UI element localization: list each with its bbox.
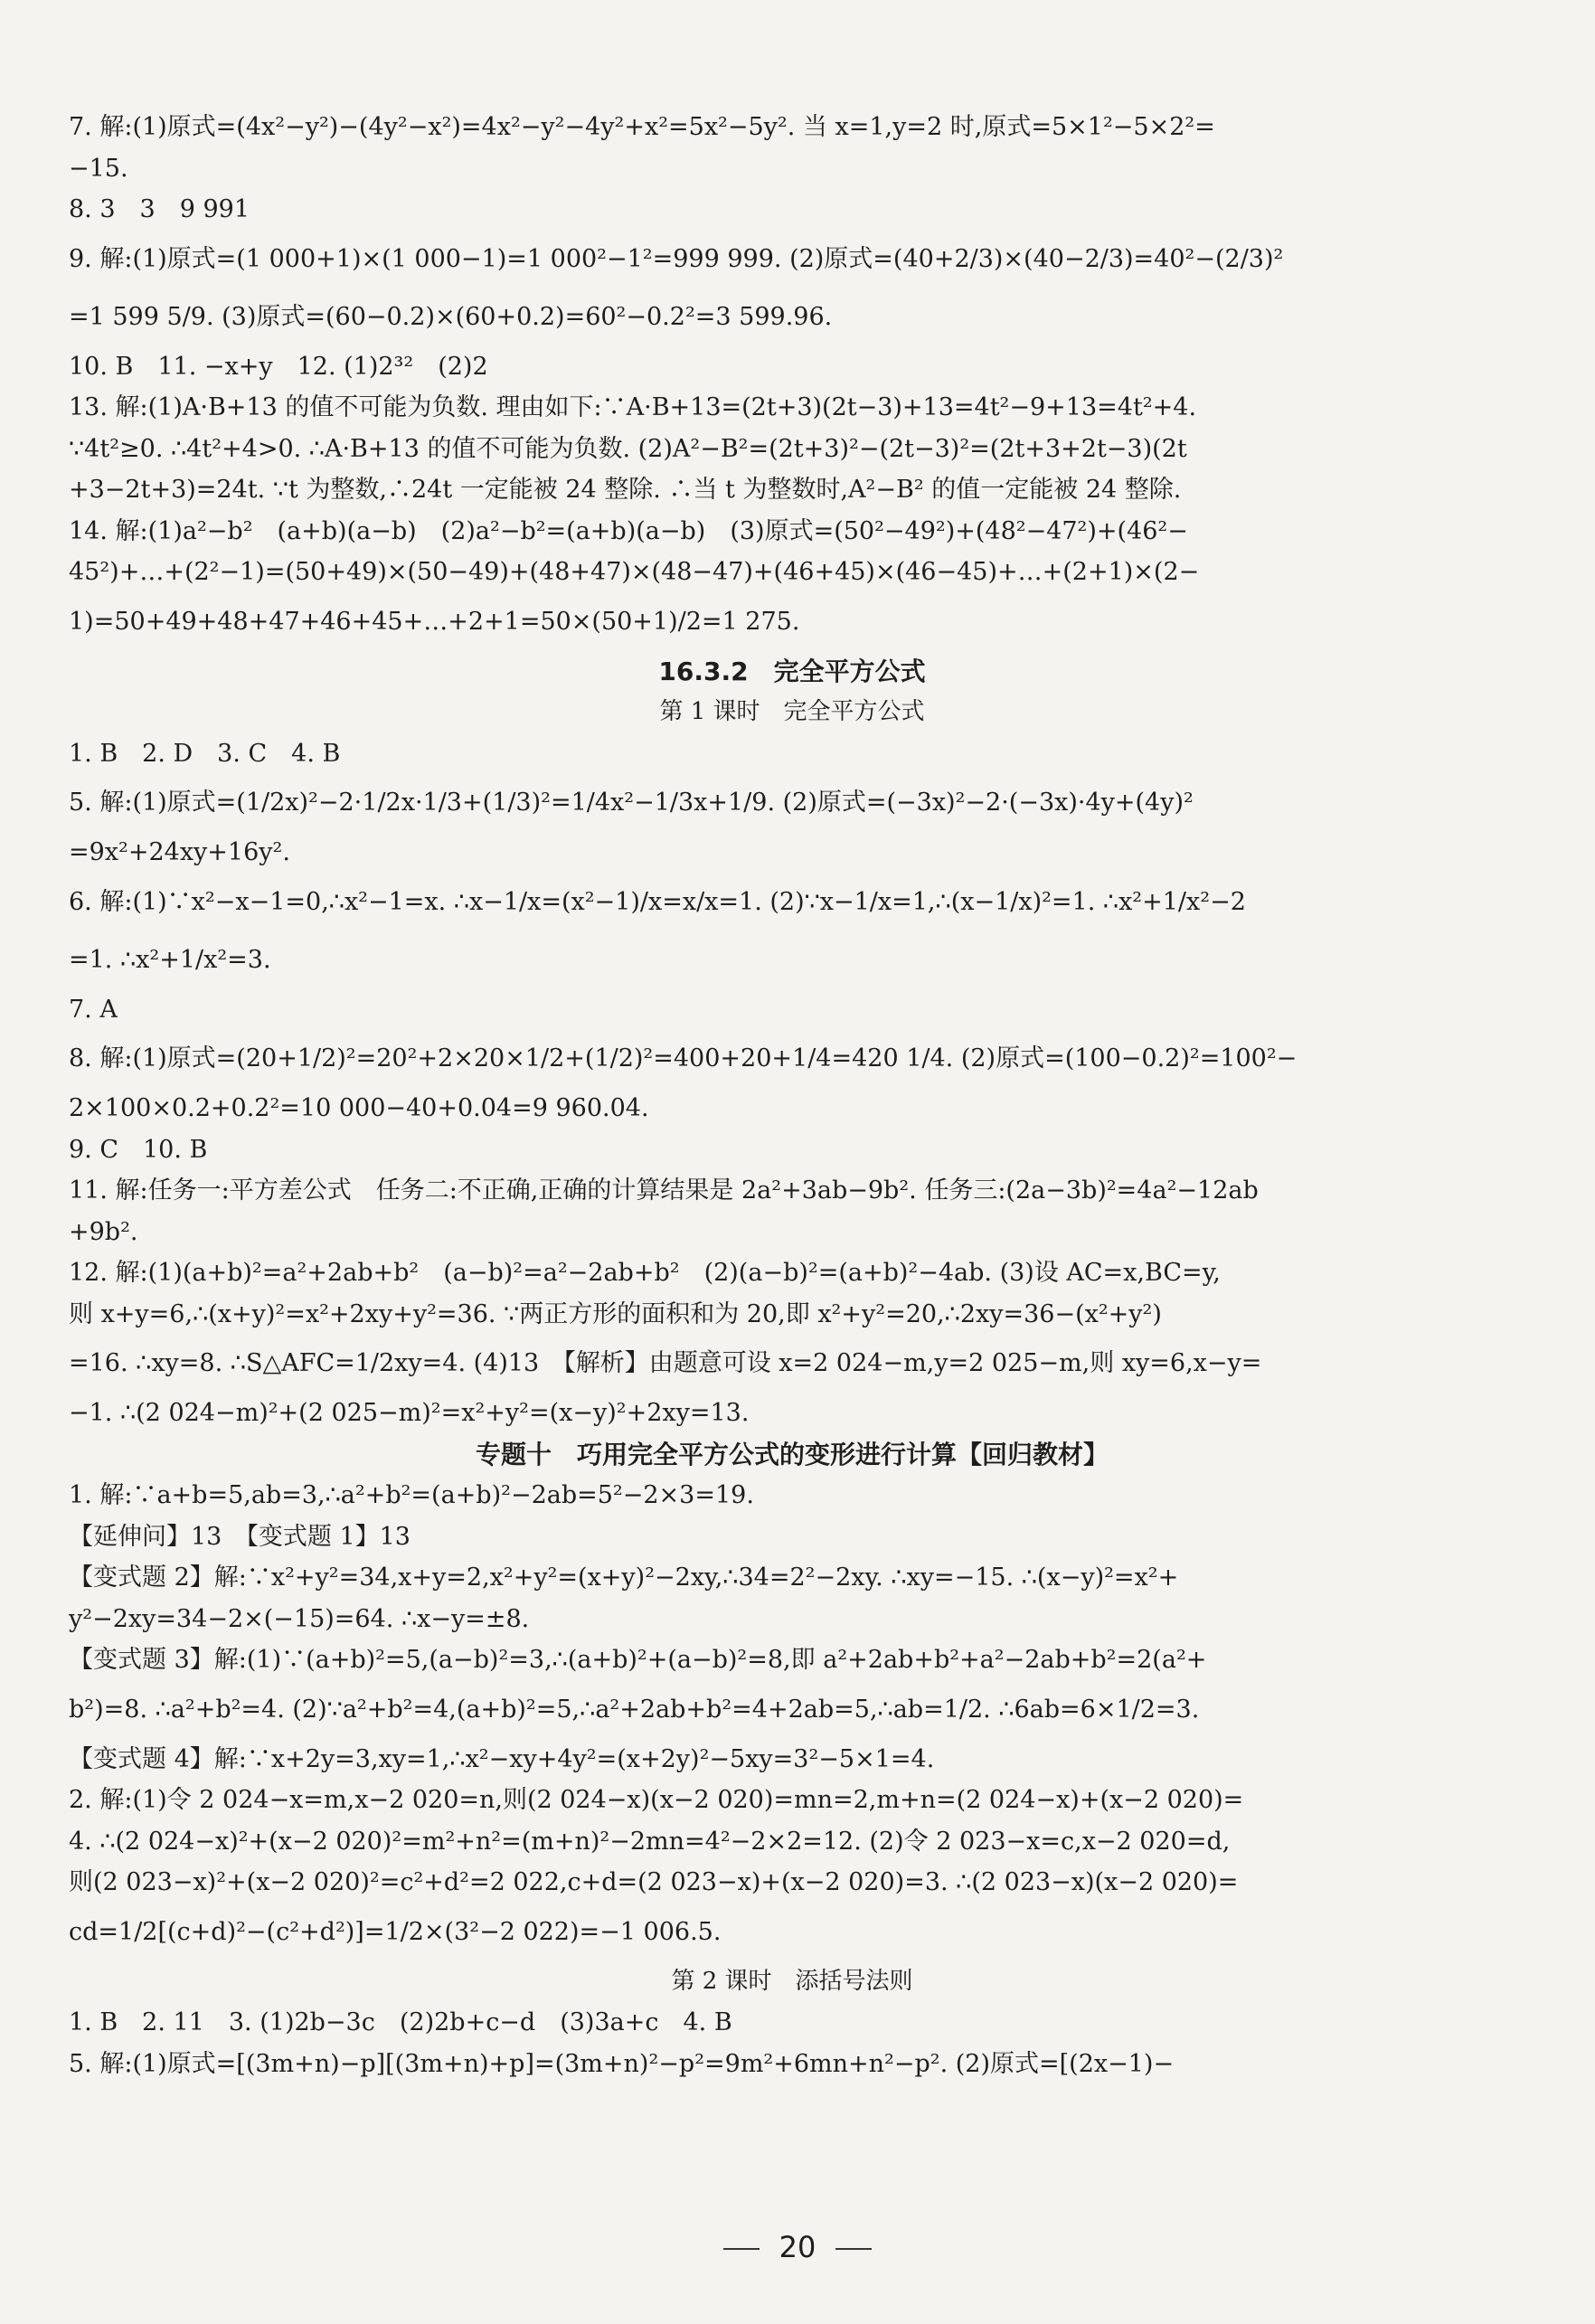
text-line: 7. A (69, 995, 118, 1024)
text-line: 14. 解:(1)a²−b² (a+b)(a−b) (2)a²−b²=(a+b)(a−b) (3)原式=(50²−49²)+(48²−47²)+(46²− (69, 516, 1188, 545)
text-line: =9x²+24xy+16y². (69, 838, 290, 866)
text-line: 专题十 巧用完全平方公式的变形进行计算【回归教材】 (475, 1439, 1109, 1469)
text-line: 45²)+…+(2²−1)=(50+49)×(50−49)+(48+47)×(48−47)+(46+45)×(46−45)+…+(2+1)×(2− (69, 558, 1200, 586)
text-line: 5. 解:(1)原式=(1/2x)²−2·1/2x·1/3+(1/3)²=1/4x²−1/3x+1/9. (2)原式=(−3x)²−2·(−3x)·4y+(4y)² (69, 789, 1194, 817)
page-number-value: 20 (779, 2230, 816, 2264)
text-line: 10. B 11. −x+y 12. (1)2³² (2)2 (69, 352, 488, 381)
text-line: 1. B 2. D 3. C 4. B (69, 739, 341, 768)
answer-text-block (69, 107, 1515, 2084)
text-line: 8. 解:(1)原式=(20+1/2)²=20²+2×20×1/2+(1/2)²=400+20+1/4=420 1/4. (2)原式=(100−0.2)²=100²− (69, 1044, 1298, 1072)
text-line: 9. C 10. B (69, 1135, 208, 1164)
text-line: 【变式题 2】解:∵x²+y²=34,x+y=2,x²+y²=(x+y)²−2xy,∴34=2²−2xy. ∴xy=−15. ∴(x−y)²=x²+ (69, 1564, 1179, 1592)
text-line: 7. 解:(1)原式=(4x²−y²)−(4y²−x²)=4x²−y²−4y²+x²=5x²−5y². 当 x=1,y=2 时,原式=5×1²−5×2²= (69, 113, 1215, 141)
text-line: 5. 解:(1)原式=[(3m+n)−p][(3m+n)+p]=(3m+n)²−p²=9m²+6mn+n²−p². (2)原式=[(2x−1)− (69, 2049, 1175, 2078)
page-number (0, 2230, 1595, 2264)
text-line: 1. 解:∵a+b=5,ab=3,∴a²+b²=(a+b)²−2ab=5²−2×3=19. (69, 1481, 754, 1509)
text-line: y²−2xy=34−2×(−15)=64. ∴x−y=±8. (69, 1604, 530, 1633)
text-line: 4. ∴(2 024−x)²+(x−2 020)²=m²+n²=(m+n)²−2mn=4²−2×2=12. (2)令 2 023−x=c,x−2 020=d, (69, 1827, 1231, 1856)
text-line: −1. ∴(2 024−m)²+(2 025−m)²=x²+y²=(x−y)²+2xy=13. (69, 1399, 750, 1427)
text-line: 9. 解:(1)原式=(1 000+1)×(1 000−1)=1 000²−1²=999 999. (2)原式=(40+2/3)×(40−2/3)=40²−(2/3)² (69, 244, 1284, 273)
text-line: b²)=8. ∴a²+b²=4. (2)∵a²+b²=4,(a+b)²=5,∴a²+2ab+b²=4+2ab=5,∴ab=1/2. ∴6ab=6×1/2=3. (69, 1695, 1200, 1724)
text-line: 则(2 023−x)²+(x−2 020)²=c²+d²=2 022,c+d=(2 023−x)+(x−2 020)=3. ∴(2 023−x)(x−2 020)= (69, 1868, 1239, 1896)
text-line: 1)=50+49+48+47+46+45+…+2+1=50×(50+1)/2=1 275. (69, 607, 800, 636)
text-line: 2×100×0.2+0.2²=10 000−40+0.04=9 960.04. (69, 1094, 649, 1122)
text-line: 6. 解:(1)∵x²−x−1=0,∴x²−1=x. ∴x−1/x=(x²−1)/x=x/x=1. (2)∵x−1/x=1,∴(x−1/x)²=1. ∴x²+1/x²−2 (69, 887, 1246, 916)
text-line: =1 599 5/9. (3)原式=(60−0.2)×(60+0.2)=60²−0.2²=3 599.96. (69, 302, 833, 331)
text-line: +3−2t+3)=24t. ∵t 为整数,∴24t 一定能被 24 整除. ∴当 t 为整数时,A²−B² 的值一定能被 24 整除. (69, 476, 1182, 504)
text-line: 12. 解:(1)(a+b)²=a²+2ab+b² (a−b)²=a²−2ab+b² (2)(a−b)²=(a+b)²−4ab. (3)设 AC=x,BC=y, (69, 1259, 1221, 1287)
text-line: 11. 解:任务一:平方差公式 任务二:不正确,正确的计算结果是 2a²+3ab−9b². 任务三:(2a−3b)²=4a²−12ab (69, 1176, 1259, 1205)
text-line: 2. 解:(1)令 2 024−x=m,x−2 020=n,则(2 024−x)(x−2 020)=mn=2,m+n=(2 024−x)+(x−2 020)= (69, 1786, 1244, 1814)
text-line: 【变式题 4】解:∵x+2y=3,xy=1,∴x²−xy+4y²=(x+2y)²−5xy=3²−5×1=4. (69, 1744, 935, 1773)
text-line: 13. 解:(1)A·B+13 的值不可能为负数. 理由如下:∵A·B+13=(2t+3)(2t−3)+13=4t²−9+13=4t²+4. (69, 393, 1197, 421)
page-number-dash-right (835, 2248, 872, 2250)
page-number-dash-left (723, 2248, 760, 2250)
text-line: 则 x+y=6,∴(x+y)²=x²+2xy+y²=36. ∵两正方形的面积和为 20,即 x²+y²=20,∴2xy=36−(x²+y²) (69, 1299, 1162, 1328)
text-line: 16.3.2 完全平方公式 (658, 656, 926, 686)
text-line: +9b². (69, 1217, 138, 1246)
text-line: −15. (69, 154, 128, 183)
text-line: cd=1/2[(c+d)²−(c²+d²)]=1/2×(3²−2 022)=−1 006.5. (69, 1917, 722, 1946)
text-line: ∵4t²≥0. ∴4t²+4>0. ∴A·B+13 的值不可能为负数. (2)A²−B²=(2t+3)²−(2t−3)²=(2t+3+2t−3)(2t (69, 434, 1187, 463)
text-line: =16. ∴xy=8. ∴S△AFC=1/2xy=4. (4)13 【解析】由题意可设 x=2 024−m,y=2 025−m,则 xy=6,x−y= (69, 1349, 1262, 1377)
text-line: 【变式题 3】解:(1)∵(a+b)²=5,(a−b)²=3,∴(a+b)²+(a−b)²=8,即 a²+2ab+b²+a²−2ab+b²=2(a²+ (69, 1646, 1207, 1674)
text-line: 第 1 课时 完全平方公式 (659, 698, 925, 725)
text-line: 第 2 课时 添括号法则 (671, 1967, 913, 1995)
text-line: =1. ∴x²+1/x²=3. (69, 945, 271, 974)
text-line: 【延伸问】13 【变式题 1】13 (69, 1522, 411, 1551)
text-line: 1. B 2. 11 3. (1)2b−3c (2)2b+c−d (3)3a+c 4. B (69, 2008, 732, 2036)
text-line: 8. 3 3 9 991 (69, 195, 250, 223)
